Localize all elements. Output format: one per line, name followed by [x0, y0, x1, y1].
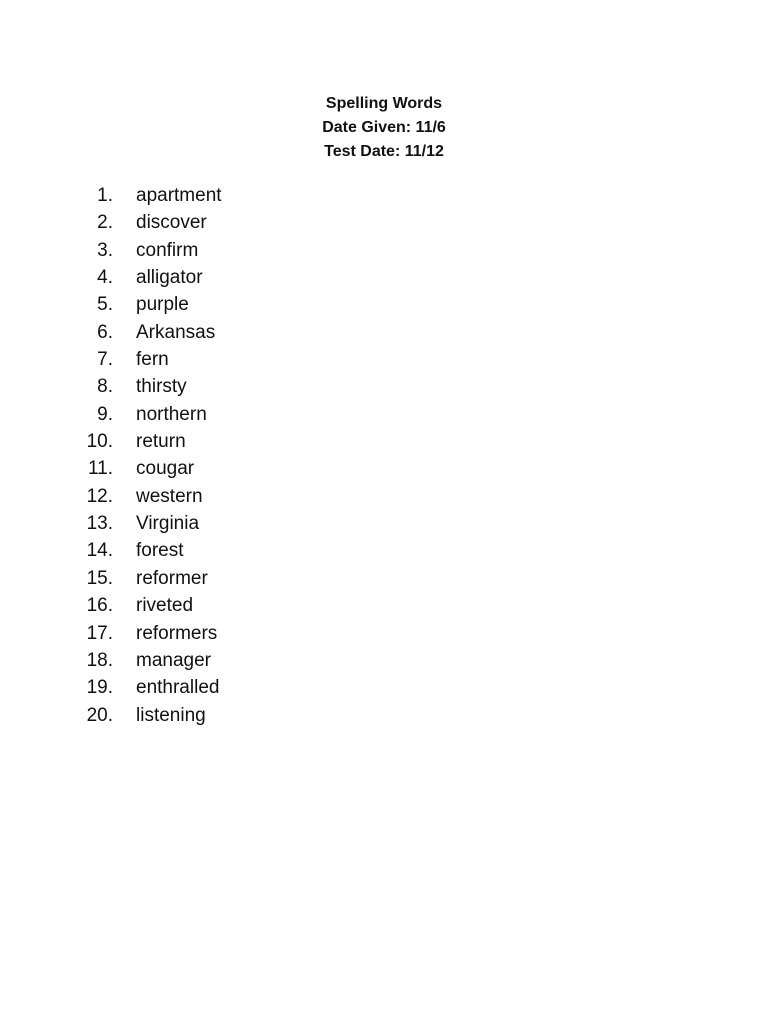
test-date: Test Date: 11/12: [324, 143, 444, 160]
list-item: [0, 264, 768, 291]
list-item: [0, 373, 768, 400]
list-item: [0, 674, 768, 701]
spelling-word: listening: [136, 704, 206, 726]
item-number: 11.: [87, 458, 113, 480]
spelling-word: Arkansas: [136, 321, 216, 343]
spelling-word: fern: [136, 349, 169, 371]
item-number: 1.: [97, 185, 113, 206]
spelling-word: purple: [136, 294, 189, 316]
spelling-word: reformer: [136, 567, 208, 589]
spelling-word: Virginia: [136, 513, 200, 535]
spelling-word: forest: [136, 540, 184, 562]
item-number: 9.: [97, 403, 113, 425]
item-number: 14.: [86, 540, 113, 562]
item-number: 3.: [97, 239, 113, 261]
item-number: 12.: [86, 485, 113, 507]
item-number: 18.: [86, 649, 113, 671]
list-item: [0, 291, 768, 318]
list-item: [0, 182, 768, 209]
spelling-word: thirsty: [136, 376, 187, 398]
item-number: 4.: [97, 267, 113, 289]
spelling-word: manager: [136, 649, 211, 671]
list-item: [0, 346, 768, 373]
list-item: [0, 455, 768, 482]
spelling-word: return: [136, 431, 186, 453]
spelling-word: cougar: [136, 458, 195, 480]
document-title: Spelling Words: [325, 95, 443, 112]
list-item: [0, 319, 768, 346]
item-number: 17.: [86, 622, 113, 644]
item-number: 5.: [97, 294, 113, 316]
list-item: [0, 510, 768, 537]
spelling-word: northern: [136, 403, 207, 425]
list-item: [0, 209, 768, 236]
list-item: [0, 401, 768, 428]
list-item: [0, 647, 768, 674]
item-number: 10.: [86, 431, 113, 453]
spelling-word: alligator: [136, 267, 203, 289]
spelling-word: western: [136, 485, 203, 507]
item-number: 8.: [97, 376, 113, 398]
list-item: [0, 592, 768, 619]
spelling-word-list: [0, 182, 768, 729]
list-item: [0, 565, 768, 592]
spelling-word: apartment: [136, 185, 222, 206]
list-item: [0, 620, 768, 647]
spelling-word: confirm: [136, 239, 199, 261]
list-item: [0, 237, 768, 264]
spelling-word: riveted: [136, 595, 194, 617]
item-number: 19.: [86, 677, 113, 699]
item-number: 6.: [97, 321, 113, 343]
item-number: 7.: [97, 349, 113, 371]
item-number: 13.: [86, 513, 113, 535]
date-given: Date Given: 11/6: [322, 119, 446, 136]
item-number: 16.: [86, 595, 113, 617]
spelling-word: discover: [136, 212, 207, 234]
item-number: 20.: [86, 704, 113, 726]
spelling-word: enthralled: [136, 677, 220, 699]
document-header: [0, 92, 768, 164]
spelling-word: reformers: [136, 622, 218, 644]
item-number: 2.: [97, 212, 113, 234]
item-number: 15.: [86, 567, 113, 589]
list-item: [0, 537, 768, 564]
list-item: [0, 428, 768, 455]
list-item: [0, 483, 768, 510]
list-item: [0, 702, 768, 729]
